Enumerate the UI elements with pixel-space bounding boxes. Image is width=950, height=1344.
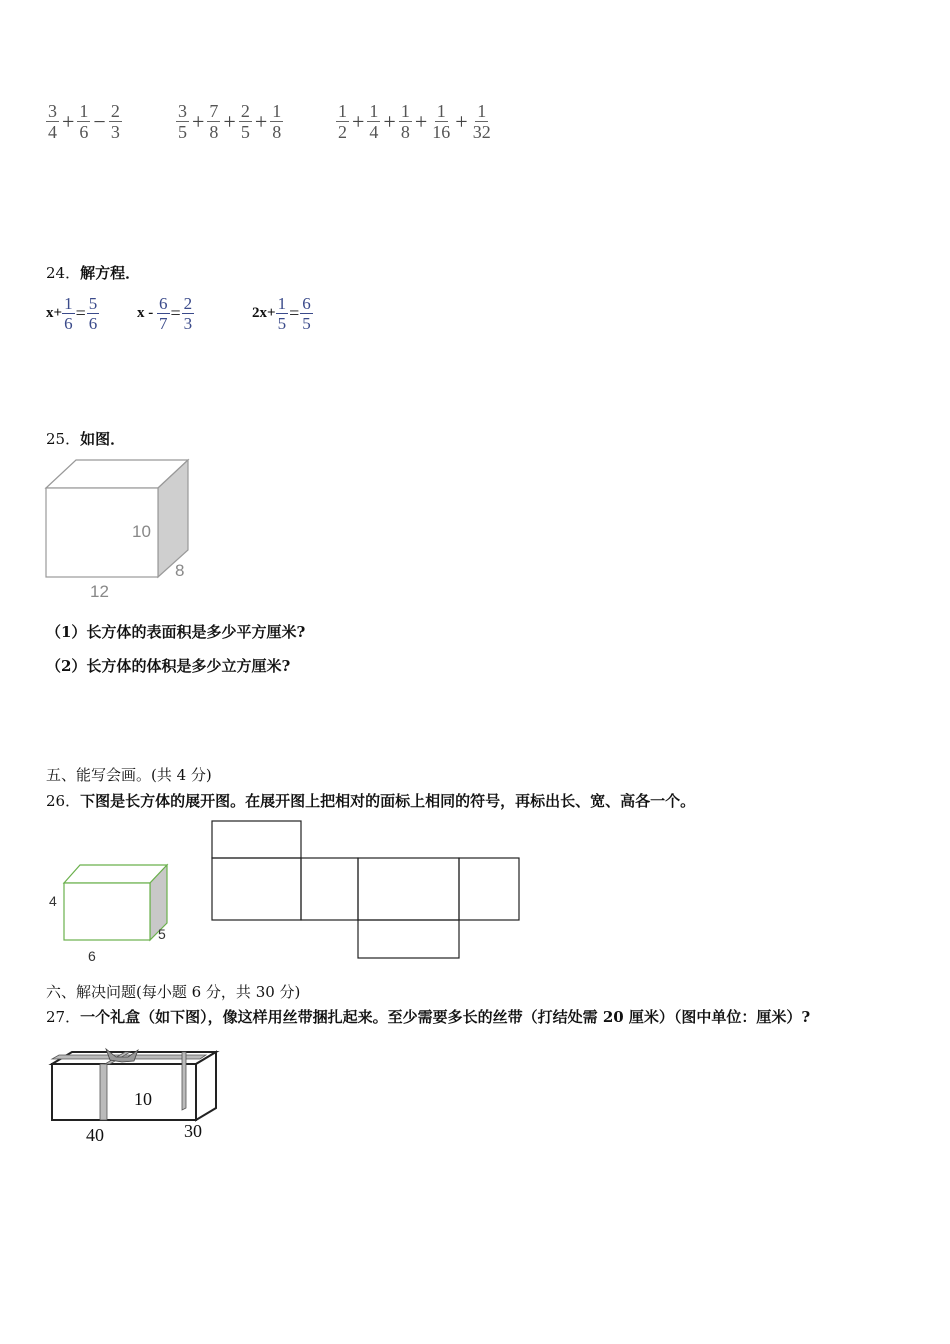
equation-3: 2x+ $\frac{1}{5}$ = $\frac{6}{5}$ (252, 294, 311, 333)
fraction: $\frac{1}{2}$ (338, 101, 347, 142)
width-label: 30 (184, 1121, 202, 1141)
section-6-title: 六、解决问题(每小题 6 分，共 30 分) (46, 983, 301, 1001)
question-27-text: 27．一个礼盒（如下图），像这样用丝带捆扎起来。至少需要多长的丝带（打结处需 20 厘米）（图中单位：厘米）? (46, 1008, 811, 1026)
cuboid-top-face (64, 865, 167, 883)
operator: + (223, 108, 236, 134)
width-label: 8 (175, 561, 185, 580)
operator: + (383, 108, 396, 134)
fraction: $\frac{1}{6}$ (79, 101, 89, 142)
net-face-top (212, 821, 301, 858)
cuboid-figure (40, 455, 200, 605)
net-face-bottom (358, 920, 459, 958)
cuboid-net-figure (210, 819, 522, 961)
fraction: $\frac{1}{32}$ (472, 101, 491, 142)
box-front-face (52, 1064, 196, 1120)
fraction: $\frac{2}{3}$ (110, 101, 120, 142)
fraction: $\frac{1}{6}$ (64, 294, 73, 333)
question-25-heading: 25．如图． (46, 430, 126, 448)
equation-2: x - $\frac{6}{7}$ = $\frac{2}{3}$ (137, 294, 193, 333)
question-26-text: 26．下图是长方体的展开图。在展开图上把相对的面标上相同的符号，再标出长、宽、高各一个。 (46, 792, 696, 810)
length-label: 6 (88, 948, 96, 964)
net-face (459, 858, 519, 920)
expression-1 (46, 101, 122, 142)
length-label: 40 (86, 1125, 104, 1145)
fraction: $\frac{7}{8}$ (209, 101, 219, 142)
operator: + (455, 108, 468, 134)
fraction: $\frac{3}{5}$ (178, 101, 187, 142)
question-25-sub-2: （2）长方体的体积是多少立方厘米? (46, 657, 291, 675)
cuboid-front-face (64, 883, 150, 940)
fraction: $\frac{1}{5}$ (277, 294, 287, 333)
fraction: $\frac{1}{4}$ (369, 101, 379, 142)
net-face (212, 858, 301, 920)
fraction: $\frac{6}{5}$ (302, 294, 311, 333)
section-5-title: 五、能写会画。(共 4 分) (46, 766, 212, 784)
expression-2 (176, 101, 283, 142)
equation-1: x+ $\frac{1}{6}$ = $\frac{5}{6}$ (46, 294, 98, 333)
fraction: $\frac{3}{4}$ (48, 101, 57, 142)
question-25-sub-1: （1）长方体的表面积是多少平方厘米? (46, 623, 306, 641)
height-label: 10 (132, 522, 151, 541)
gift-box-figure (48, 1044, 228, 1149)
fraction: $\frac{2}{5}$ (240, 101, 250, 142)
net-face (358, 858, 459, 920)
fraction: $\frac{6}{7}$ (159, 294, 168, 333)
ribbon-side (182, 1052, 186, 1110)
question-24-heading: 24．解方程． (46, 264, 141, 282)
ribbon-front (100, 1064, 107, 1120)
fraction: $\frac{1}{16}$ (432, 101, 451, 142)
operator: + (352, 108, 365, 134)
green-cuboid-figure (44, 860, 184, 965)
operator: + (414, 108, 428, 134)
net-face (301, 858, 358, 920)
height-label: 4 (49, 893, 57, 909)
operator: + (192, 108, 205, 134)
operator: − (93, 108, 106, 134)
box-side-face (196, 1052, 216, 1120)
fraction: $\frac{2}{3}$ (183, 294, 193, 333)
fraction: $\frac{1}{8}$ (272, 101, 282, 142)
operator: + (62, 108, 75, 134)
expression-3 (336, 101, 493, 142)
fraction: $\frac{1}{8}$ (400, 101, 410, 142)
width-label: 5 (158, 926, 166, 942)
height-label: 10 (134, 1089, 152, 1109)
fraction: $\frac{5}{6}$ (88, 294, 98, 333)
operator: + (254, 108, 268, 134)
length-label: 12 (90, 582, 109, 601)
